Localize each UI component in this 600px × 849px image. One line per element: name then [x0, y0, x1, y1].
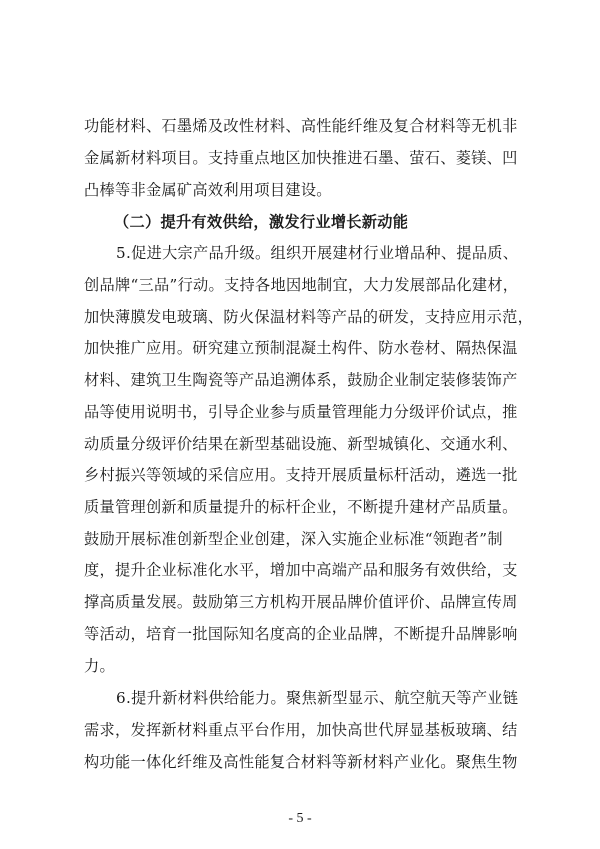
paragraph-5-line-8: 乡村振兴等领域的采信应用。支持开展质量标杆活动，遴选一批: [84, 466, 518, 484]
paragraph-6-line-2: 需求，发挥新材料重点平台作用，加快高世代屏显基板玻璃、结: [84, 721, 518, 739]
paragraph-5-line-4: 加快推广应用。研究建立预制混凝土构件、防水卷材、隔热保温: [84, 339, 518, 357]
text-line-2: 金属新材料项目。支持重点地区加快推进石墨、萤石、菱镁、凹: [84, 149, 518, 167]
section-heading: （二）提升有效供给，激发行业增长新动能: [114, 213, 409, 231]
paragraph-5-line-1: 5.促进大宗产品升级。组织开展建材行业增品种、提品质、: [116, 244, 519, 262]
paragraph-6-line-1: 6.提升新材料供给能力。聚焦新型显示、航空航天等产业链: [116, 689, 519, 707]
paragraph-5-line-9: 质量管理创新和质量提升的标杆企业，不断提升建材产品质量。: [84, 498, 518, 516]
page-number: - 5 -: [288, 811, 312, 826]
text-line-3: 凸棒等非金属矿高效利用项目建设。: [84, 181, 332, 199]
paragraph-5-line-3: 加快薄膜发电玻璃、防火保温材料等产品的研发，支持应用示范，: [84, 308, 534, 326]
paragraph-5-line-6: 品等使用说明书，引导企业参与质量管理能力分级评价试点，推: [84, 403, 518, 421]
paragraph-5-line-12: 撑高质量发展。鼓励第三方机构开展品牌价值评价、品牌宣传周: [84, 593, 518, 611]
text-line-1: 功能材料、石墨烯及改性材料、高性能纤维及复合材料等无机非: [84, 117, 518, 135]
paragraph-5-line-10: 鼓励开展标准创新型企业创建，深入实施企业标准“领跑者”制: [84, 530, 503, 548]
paragraph-5-line-13: 等活动，培育一批国际知名度高的企业品牌，不断提升品牌影响: [84, 625, 518, 643]
paragraph-5-line-7: 动质量分级评价结果在新型基础设施、新型城镇化、交通水利、: [84, 435, 518, 453]
paragraph-5-line-5: 材料、建筑卫生陶瓷等产品追溯体系，鼓励企业制定装修装饰产: [84, 371, 518, 389]
paragraph-5-line-14: 力。: [84, 657, 115, 675]
paragraph-6-line-3: 构功能一体化纤维及高性能复合材料等新材料产业化。聚焦生物: [84, 753, 518, 771]
paragraph-5-line-2: 创品牌“三品”行动。支持各地因地制宜，大力发展部品化建材，: [84, 276, 519, 294]
paragraph-5-line-11: 度，提升企业标准化水平，增加中高端产品和服务有效供给，支: [84, 561, 518, 579]
